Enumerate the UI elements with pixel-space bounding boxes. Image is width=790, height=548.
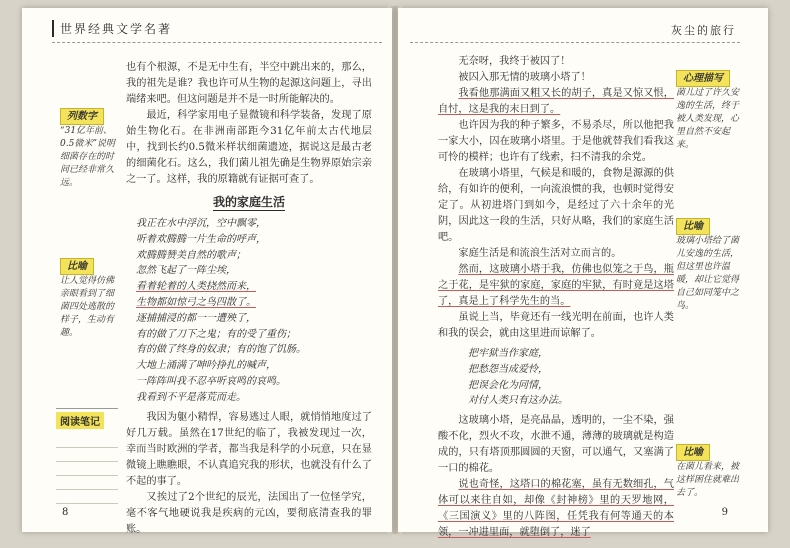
paragraph: 然而，这玻璃小塔于我，仿佛也似笼之于鸟，瓶之于花，是牢狱的家庭，家庭的牢狱，有时竟是这塔了，真是上了科学先生的当。 — [438, 264, 674, 307]
note-tag: 比喻 — [676, 218, 710, 235]
poem-line: 逐捕捕浸的都一一遭殃了， — [136, 312, 256, 324]
paragraph: 被囚入那无情的玻璃小塔了！ — [458, 72, 591, 83]
right-page — [398, 8, 768, 539]
margin-note-3 — [676, 70, 746, 152]
poem-line: 忽然飞起了一阵尘埃， — [136, 265, 236, 277]
reading-notes-title: 阅读笔记 — [56, 412, 104, 429]
poem-line: 欢腾腾赞美自然的歌声； — [136, 249, 246, 261]
paragraph: 无奈呀，我终于被囚了！ — [458, 56, 571, 67]
paragraph: 在玻璃小塔里，气候是和暖的，食物是源源的供给，有如许的便利，一向流浪惯的我，也顿时觉得安定了。从初进塔门到如今，是经过了六十余年的光阴，因此这一段的生活，只好从略，我们的家庭生活吧。 — [438, 168, 674, 243]
poem-line: 有的做了刀下之鬼；有的受了重伤； — [136, 328, 296, 340]
left-page — [22, 8, 392, 535]
note-text: 让人觉得仿佛亲眼看到了细菌四处逃散的样子，生动有趣。 — [60, 276, 115, 338]
header-rule — [52, 42, 382, 43]
poem-line: 大地上涌满了呻吟挣扎的喊声， — [136, 360, 276, 372]
note-tag: 心理描写 — [676, 70, 730, 87]
paragraph: 也有个根源，不是无中生有，半空中跳出来的，那么，我的祖先是谁？我也许可从生物的起源这问题上，寻出端绪来吧。但这问题是并不是一时所能解决的。 — [126, 62, 372, 105]
note-tag: 列数字 — [60, 108, 104, 125]
paragraph: 说也奇怪，这塔口的棉花塞，虽有无数细孔，气体可以来往自如，却像《封神榜》里的天罗地网，《三国演义》里的八阵图，任凭我有何等通天的本领，一冲进里面，就堕倒了，迷了 — [438, 479, 674, 539]
section-title: 我的家庭生活 — [212, 195, 285, 209]
note-text: 玻璃小塔给了菌儿安逸的生活，但这里也许温暖，却让它觉得自己如同笼中之鸟。 — [676, 236, 740, 311]
poem-line: 看着轮着的人类挠然而来， — [136, 281, 256, 293]
margin-note-1 — [60, 108, 122, 190]
body-text — [438, 54, 674, 541]
paragraph: 虽说上当，毕竟还有一线光明在前面，也许人类和我的误会，就由这里进而谅解了。 — [438, 312, 674, 339]
poem-line: 有的做了终身的奴隶；有的饱了饥肠。 — [136, 344, 306, 356]
poem-line: 把牢狱当作家庭， — [468, 348, 548, 359]
paragraph: 家庭生活是和流浪生活对立而言的。 — [458, 248, 622, 259]
poem-line: 一阵阵叫我不忍卒听哀鸣的哀鸣。 — [136, 375, 286, 387]
poem-line: 我正在水中浮沉，空中飘零， — [136, 218, 266, 229]
paragraph: 这玻璃小塔，是亮晶晶，透明的，一尘不染，强酸不化，烈火不攻，水泄不通，薄薄的玻璃就是构造成的，只有塔顶那圆圆的天窗，可以通气，又塞满了一口的棉花。 — [438, 415, 674, 475]
poem — [136, 216, 372, 406]
paragraph: 最近，科学家用电子显微镜和科学装备，发现了原始生物化石。在非洲南部距今31亿年前太古代地层中，找到长约0.5微米样状细菌遗迹，据说这是最古老的细菌化石。这么，我们菌儿祖先确是生物界原始宗亲之一了。这样，我的原籍就有证据可查了。 — [126, 110, 372, 185]
margin-note-4 — [676, 218, 746, 313]
poem-line: 生物都如惊弓之鸟四散了。 — [136, 296, 256, 308]
body-text — [126, 60, 372, 538]
note-tag: 比喻 — [676, 444, 710, 461]
chapter-header: 灰尘的旅行 — [671, 24, 736, 37]
paragraph: 又挨过了2个世纪的辰光，法国出了一位怪学究，毫不客气地硬说我是疾病的元凶，要彻底清查我的罪账。 — [126, 491, 372, 535]
header-rule — [410, 42, 740, 43]
poem-line: 把误会化为同情， — [468, 379, 548, 391]
poem-line: 对付人类只有这办法。 — [468, 395, 568, 407]
page-number: 9 — [721, 507, 728, 518]
paragraph: 我看他那满面又粗又长的胡子，真是又惊又恨，自忖，这是我的末日到了。 — [438, 88, 674, 115]
note-text: “31亿年前、0.5微米”说明细菌存在的时间已经非常久远。 — [60, 126, 115, 188]
paragraph: 也许因为我的种子繁多，不易杀尽，所以他把我一家大小，囚在玻璃小塔里。于是他就替我们看我这可怜的模样；也许有了线索，扫不清我的余党。 — [438, 120, 674, 163]
poem-line: 把愁怨当成爱怜， — [468, 363, 548, 375]
note-text: 菌儿过了许久安逸的生活，终于被人类发现，心里自然不安起来。 — [676, 88, 740, 150]
poem-line: 我看到不平是落荒而走。 — [136, 391, 246, 403]
margin-note-2 — [60, 258, 122, 340]
note-tag: 比喻 — [60, 258, 94, 275]
note-text: 在菌儿看来，被这样困住就难出去了。 — [676, 462, 740, 498]
poem — [468, 346, 674, 409]
margin-note-5 — [676, 444, 746, 500]
reading-notes-lines[interactable] — [56, 434, 118, 504]
book-title-header: 世界经典文学名著 — [52, 20, 172, 37]
page-number: 8 — [62, 507, 69, 518]
paragraph: 我因为躯小精悍，容易逃过人眼，就悄悄地度过了好几万载。虽然在17世纪的临了，我被发现过一次，幸而当时欧洲的学者，都当我是科学的小玩意，只在显微镜上瞧瞧眼，不认真追究我的形状，也就没有什么了不起的事了。 — [126, 411, 372, 487]
poem-line: 听着欢腾腾一片生命的呼声， — [136, 233, 266, 245]
